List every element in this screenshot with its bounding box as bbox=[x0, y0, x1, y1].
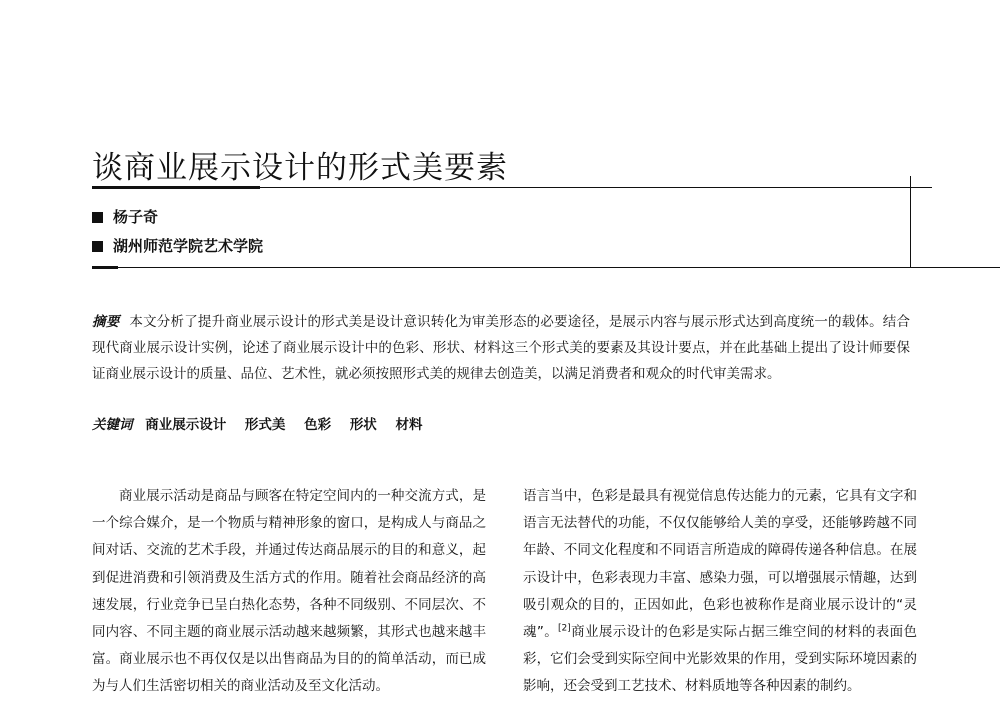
abstract-label: 摘要 bbox=[92, 314, 120, 330]
square-bullet-icon bbox=[92, 241, 103, 252]
author-name: 杨子奇 bbox=[113, 208, 159, 226]
author-line bbox=[92, 206, 158, 227]
header-bottom-rule bbox=[118, 267, 1000, 268]
keyword: 商业展示设计 bbox=[145, 417, 227, 433]
body-left-column: 商业展示活动是商品与顾客在特定空间内的一种交流方式，是一个综合媒介，是一个物质与精神形象的窗口，是构成人与商品之间对话、交流的艺术手段，并通过传达商品展示的目的和意义，起到促进消费和引领消费及生活方式的作用。随着社会商品经济的高速发展，行业竞争已呈白热化态势，各种不同级别、不同层次、不同内容、不同主题的商业展示活动越来越频繁，其形式也越来越丰富。商业展示也不再仅仅是以出售商品为目的的简单活动，而已成为与人们生活密切相关的商业活动及至文化活动。 bbox=[92, 488, 486, 695]
square-bullet-icon bbox=[92, 212, 103, 223]
author-affiliation: 湖州师范学院艺术学院 bbox=[113, 237, 264, 255]
keyword: 形式美 bbox=[244, 417, 286, 433]
abstract bbox=[92, 309, 910, 387]
keyword: 色彩 bbox=[304, 417, 332, 433]
body-right-text-1: 语言当中，色彩是最具有视觉信息传达能力的元素，它具有文字和语言无法替代的功能，不仅仅能够给人美的享受，还能够跨越不同年龄、不同文化程度和不同语言所造成的障碍传递各种信息。在展示设计中，色彩表现力丰富、感染力强，可以增强展示情趣，达到吸引观众的目的，正因如此，色彩也被称作是商业展示设计的“灵魂”。 bbox=[523, 488, 917, 641]
body-right-column bbox=[523, 483, 917, 701]
keyword: 形状 bbox=[349, 417, 377, 433]
body-right-text-2: 商业展示设计的色彩是实际占据三维空间的材料的表面色彩，它们会受到实际空间中光影效果的作用，受到实际环境因素的影响，还会受到工艺技术、材料质地等各种因素的制约。 bbox=[523, 624, 918, 695]
affiliation-line bbox=[92, 235, 263, 256]
abstract-text: 本文分析了提升商业展示设计的形式美是设计意识转化为审美形态的必要途径，是展示内容与展示形式达到高度统一的载体。结合现代商业展示设计实例，论述了商业展示设计中的色彩、形状、材料这三个形式美的要素及其设计要点，并在此基础上提出了设计师要保证商业展示设计的质量、品位、艺术性，就必须按照形式美的规律去创造美，以满足消费者和观众的时代审美需求。 bbox=[92, 314, 911, 382]
keyword: 材料 bbox=[395, 417, 423, 433]
article-title: 谈商业展示设计的形式美要素 bbox=[92, 150, 508, 186]
keywords-label: 关键词 bbox=[92, 417, 133, 433]
keywords bbox=[92, 413, 437, 433]
header-bottom-rule-thick bbox=[92, 266, 118, 269]
reference-mark: [2] bbox=[558, 623, 571, 634]
frame-vertical-rule bbox=[910, 176, 911, 268]
